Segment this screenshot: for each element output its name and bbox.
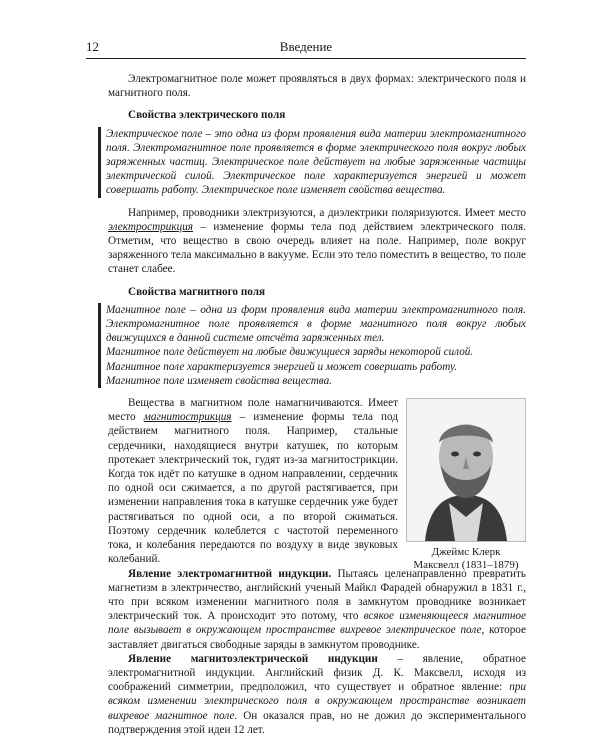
magnetic-figure-row [108, 396, 526, 572]
page-content [108, 72, 526, 737]
electric-para-text: Например, проводники электризуются, а диэлектрики поляризуются. Имеет место [128, 206, 526, 219]
electrostriction-term: электрострикция [108, 220, 193, 233]
induction-title: Явление электромагнитной индукции. [128, 567, 332, 580]
running-header [86, 40, 526, 59]
induction-italic: всякое изменяющееся магнитное поле вызывает в окружающем пространстве вихревое электрическое поле [108, 610, 526, 637]
magnetic-paragraph [108, 396, 398, 566]
magnetoelectric-title: Явление магнитоэлектрической индукции [128, 652, 378, 665]
electric-heading: Свойства электрического поля [128, 109, 286, 122]
induction-text-end: , которое заставляет двигаться свободные заряды в замкнутом проводнике. [108, 624, 526, 651]
magnetic-definition-2: Магнитное поле действует на любые движущиеся заряды некоторой силой. [106, 346, 474, 359]
induction-text: Пытаясь целенаправленно превратить магнетизм в электричество, английский ученый Майкл Фарадей обнаружил в 1831 г., что при всяком изменении магнитного поля в замкнутом проводнике возникает электрический ток. А происходит это потому, что [108, 567, 526, 623]
magnetic-definition-3: Магнитное поле характеризуется энергией и может совершать работу. [106, 360, 458, 373]
page-number: 12 [86, 39, 99, 54]
maxwell-figure [406, 396, 526, 572]
induction-paragraph [108, 567, 526, 652]
magnetic-heading: Свойства магнитного поля [128, 285, 266, 298]
magnetic-definition-4: Магнитное поле изменяет свойства вещества. [106, 374, 332, 387]
magnetic-definition-1: Магнитное поле – одна из форм проявления вида материи электромагнитного поля. Электромагнитное поле проявляется в форме магнитного поля вокруг любых движущихся в данной системе отсчёта заряженных тел. [106, 303, 526, 345]
magnetoelectric-text-end: . Он оказался прав, но не дожил до экспериментального подтверждения этой идеи 12 лет. [108, 709, 526, 736]
magnetic-definition-block [98, 303, 526, 388]
maxwell-portrait [406, 398, 526, 542]
electric-definition-block [98, 127, 526, 198]
magnetostriction-term: магнитострикция [143, 411, 232, 424]
electric-paragraph [108, 206, 526, 277]
electric-para-text-end: – изменение формы тела под действием электрического поля. Отметим, что вещество в свою очередь влияет на поле. Например, поле вокруг заряженного тела максимально в вакууме. Если это тело поместить в вещество, то поле станет слабее. [108, 220, 526, 276]
header-title: Введение [279, 39, 333, 54]
intro-paragraph: Электромагнитное поле может проявляться в двух формах: электрического поля и магнитного поля. [108, 73, 526, 100]
magnetoelectric-italic: при всяком изменении электрического поля в окружающем пространстве возникает вихревое магнитное поле [108, 681, 526, 722]
figure-caption-line-1: Джеймс Клерк [431, 546, 501, 559]
magnetoelectric-paragraph [108, 652, 526, 737]
figure-caption-line-2: Максвелл (1831–1879) [413, 559, 519, 572]
magnetic-para-text-end: – изменение формы тела под действием магнитного поля. Например, стальные сердечники, находящиеся внутри катушек, по которым протекает электрический ток, гудят из-за магнитострикции. Когда ток идёт по катушке в одном направлении, сердечник по одной оси сжимается, а по другой растягивается, при изменении направления тока в катушке сердечник уже будет растягиваться по одной оси, а по второй сжиматься. Поэтому сердечник колеблется с частотой переменного тока, и колебания передаются по воздуху в виде звуковых колебаний. [108, 411, 399, 566]
magnetic-para-text: Вещества в магнитном поле намагничиваются. Имеет место [108, 397, 398, 424]
electric-definition: Электрическое поле – это одна из форм проявления вида материи электромагнитного поля. Электромагнитное поле проявляется в форме электрического поля вокруг любых заряженных частиц. Электрическое поле действует на любые заряженные частицы электрической силой. Электрическое поле характеризуется энергией и может совершать работу. Электрическое поле изменяет свойства вещества. [106, 127, 526, 197]
magnetoelectric-text: – явление, обратное электромагнитной индукции. Английский физик Д. К. Максвелл, исходя из соображений симметрии, предположил, что существует и обратное явление: [108, 652, 526, 694]
